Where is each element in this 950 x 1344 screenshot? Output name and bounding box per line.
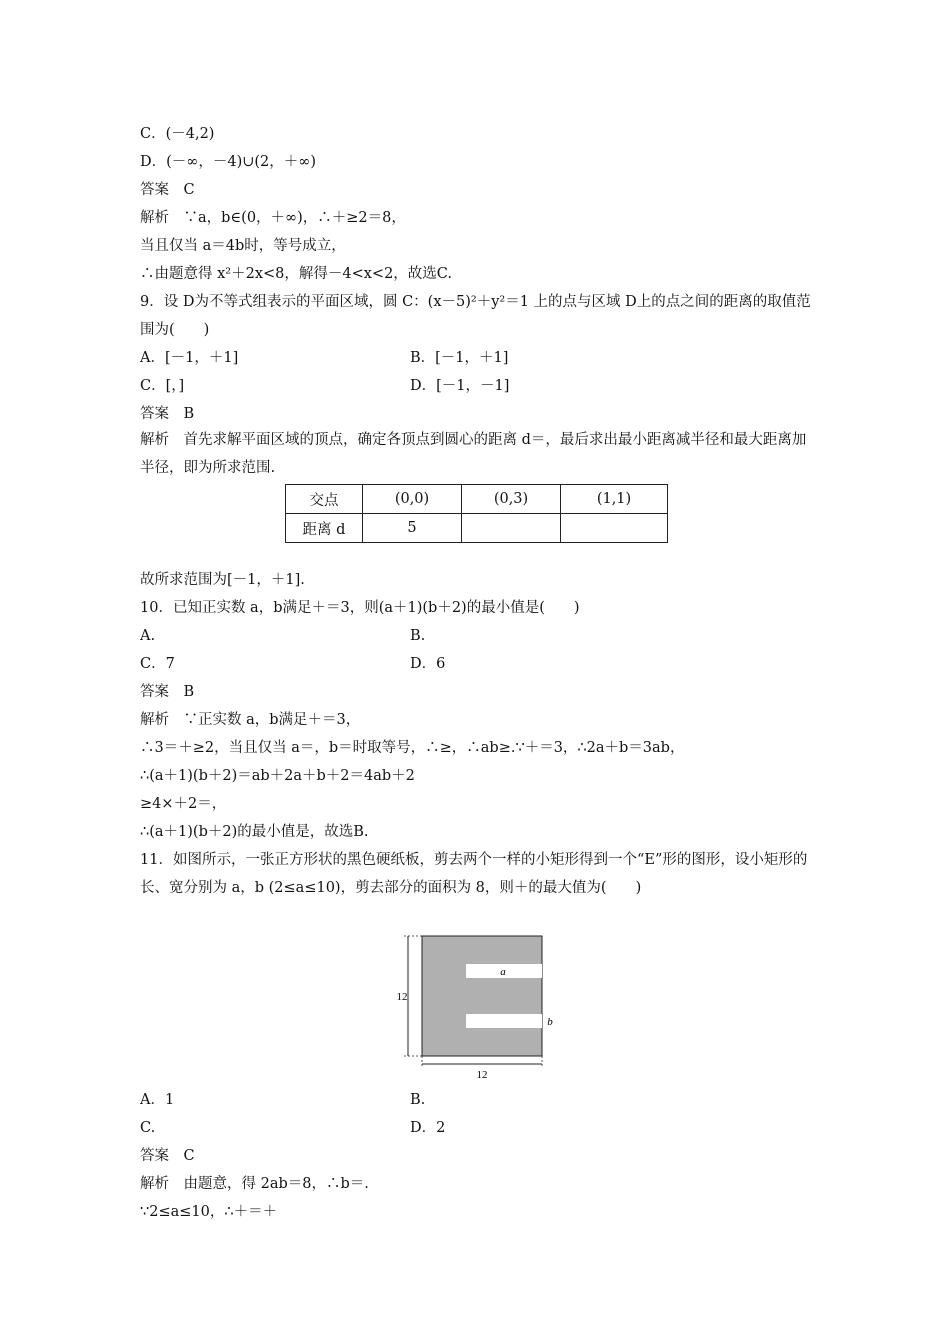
e-shape-figure (390, 930, 560, 1084)
e-shape-diagram (390, 930, 560, 1080)
q11-option-d: D．2 (410, 1120, 446, 1136)
q9-option-a: A．[－1，＋1] (140, 350, 239, 366)
q9-option-b: B．[－1，＋1] (410, 350, 509, 366)
cut-rectangle-bottom (466, 1014, 542, 1028)
answer-9: 答案 B (140, 406, 195, 422)
distance-table (285, 484, 668, 543)
bottom-length-label: 12 (476, 1069, 488, 1080)
question-9: 9．设 D为不等式组表示的平面区域，圆 C：(x－5)²＋y²＝1 上的点与区域 D上的点之间的距离的取值范围为( ) (140, 294, 811, 338)
table-cell: 5 (363, 514, 462, 543)
table-cell (462, 514, 561, 543)
explanation-8-line3: ∴由题意得 x²＋2x<8，解得－4<x<2，故选C. (140, 266, 452, 282)
option-d-prev: D．(－∞，－4)∪(2，＋∞) (140, 154, 317, 170)
table-header: (0,3) (462, 485, 561, 514)
q9-option-d: D．[－1，－1] (410, 378, 510, 394)
q10-option-b: B. (410, 628, 426, 644)
label-a: a (500, 966, 506, 978)
explanation-8-line1: 解析 ∵a，b∈(0，＋∞)，∴＋≥2＝8， (140, 210, 406, 226)
explanation-10-line2: ∴3＝＋≥2，当且仅当 a＝，b＝时取等号，∴≥，∴ab≥.∵＋＝3，∴2a＋b＝3ab， (140, 740, 685, 756)
q10-option-a: A. (140, 628, 156, 644)
explanation-8-line2: 当且仅当 a＝4b时，等号成立， (140, 238, 346, 254)
side-length-label: 12 (396, 991, 408, 1003)
option-c-prev: C．(－4,2) (140, 126, 215, 142)
conclusion-9: 故所求范围为[－1，＋1]. (140, 572, 305, 588)
question-10: 10．已知正实数 a，b满足＋＝3，则(a＋1)(b＋2)的最小值是( ) (140, 600, 580, 616)
q11-option-a: A．1 (140, 1092, 175, 1108)
q10-option-c: C．7 (140, 656, 175, 672)
explanation-11-line1: 解析 由题意，得 2ab＝8，∴b＝. (140, 1176, 369, 1192)
label-b: b (547, 1016, 553, 1028)
table-row-label: 距离 d (286, 514, 363, 543)
question-11: 11．如图所示，一张正方形状的黑色硬纸板，剪去两个一样的小矩形得到一个“E”形的图形，设小矩形的长、宽分别为 a，b (2≤a≤10)，剪去部分的面积为 8，则＋的最大值为( ) (140, 852, 808, 896)
square-board (422, 936, 542, 1056)
explanation-10-line1: 解析 ∵正实数 a，b满足＋＝3， (140, 712, 361, 728)
explanation-11-line2: ∵2≤a≤10，∴＋＝＋ (140, 1204, 278, 1220)
table-row (286, 514, 668, 543)
table-cell (561, 514, 668, 543)
q11-option-c: C. (140, 1120, 156, 1136)
table-header: (0,0) (363, 485, 462, 514)
q11-option-b: B. (410, 1092, 426, 1108)
table-header: 交点 (286, 485, 363, 514)
answer-8: 答案 C (140, 182, 195, 198)
q10-option-d: D．6 (410, 656, 446, 672)
table-header: (1,1) (561, 485, 668, 514)
explanation-10-line3: ∴(a＋1)(b＋2)＝ab＋2a＋b＋2＝4ab＋2 (140, 768, 415, 784)
explanation-10-line4: ≥4×＋2＝， (140, 796, 227, 812)
q9-option-c: C．[，] (140, 378, 185, 394)
explanation-10-line5: ∴(a＋1)(b＋2)的最小值是，故选B. (140, 824, 369, 840)
explanation-9: 解析 首先求解平面区域的顶点，确定各顶点到圆心的距离 d＝，最后求出最小距离减半径和最大距离加半径，即为所求范围. (140, 432, 807, 476)
answer-11: 答案 C (140, 1148, 195, 1164)
answer-10: 答案 B (140, 684, 195, 700)
table-header-row (286, 485, 668, 514)
